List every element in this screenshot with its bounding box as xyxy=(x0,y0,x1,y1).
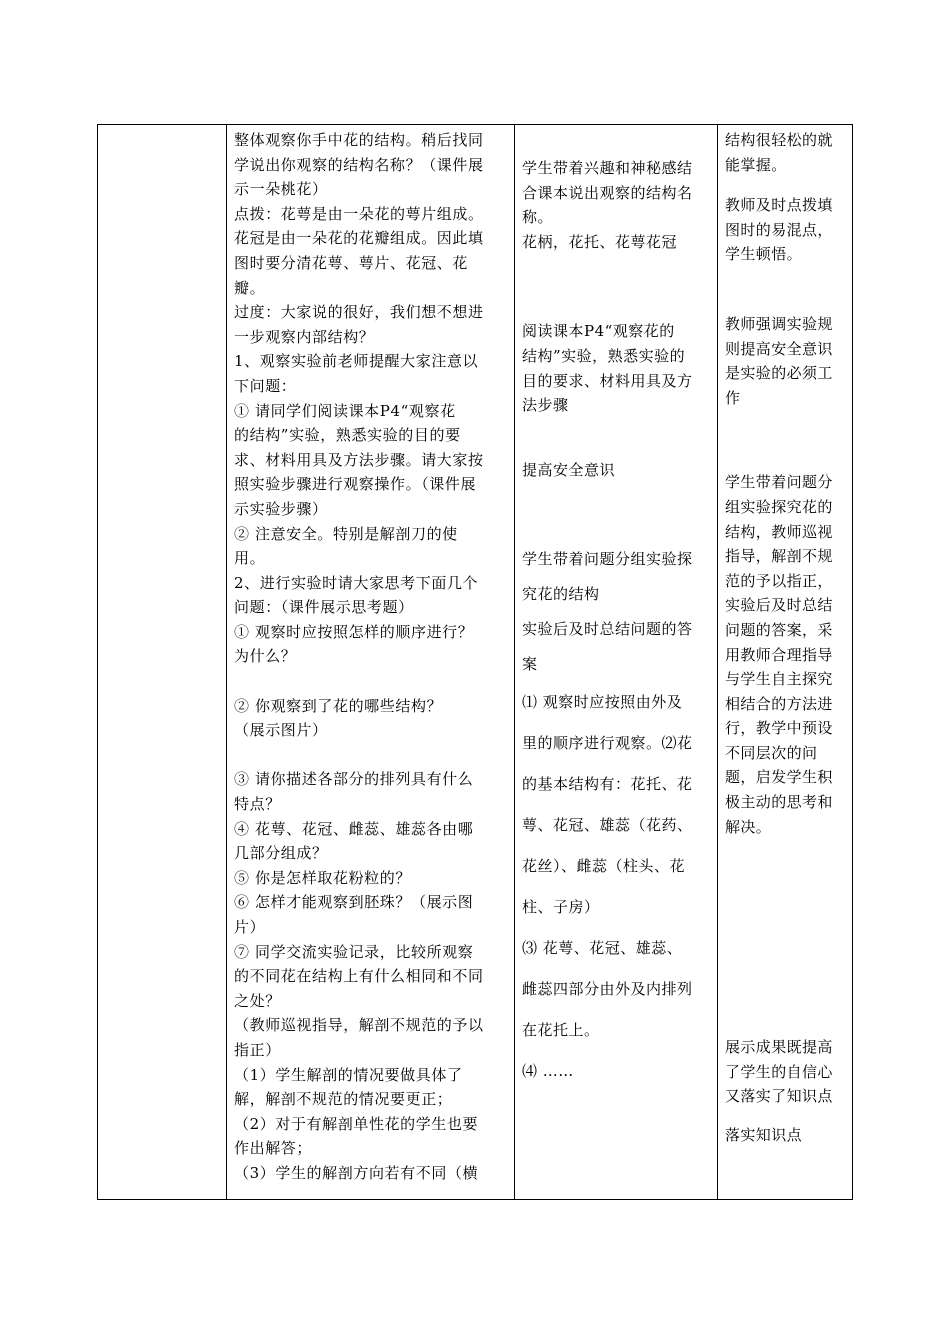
text-line: 落实知识点 xyxy=(725,1126,803,1145)
text-line: 的结构”实验，熟悉实验的目的要 xyxy=(234,426,461,445)
text-line: 示实验步骤） xyxy=(234,499,328,518)
design-intent-block xyxy=(725,1123,849,1148)
text-line: ① 观察时应按照怎样的顺序进行？ xyxy=(234,622,474,641)
text-line: 了学生的自信心 xyxy=(725,1062,833,1081)
text-line: 雌蕊四部分由外及内排列 xyxy=(522,980,693,999)
student-activity-block xyxy=(522,458,712,483)
text-line: 萼、花冠、雄蕊（花药、 xyxy=(522,816,693,835)
answers-block xyxy=(522,682,712,1092)
text-line: ⑤ 你是怎样取花粉粒的？ xyxy=(234,868,411,887)
text-line: 求、材料用具及方法步骤。请大家按 xyxy=(234,450,484,469)
text-line: 解决。 xyxy=(725,817,772,836)
text-line: 是实验的必须工 xyxy=(725,364,833,383)
text-line: 展示成果既提高 xyxy=(725,1038,833,1057)
text-line: 学生带着兴趣和神秘感结 xyxy=(522,159,693,177)
text-line: （教师巡视指导，解剖不规范的予以 xyxy=(234,1016,484,1035)
text-line: （2）对于有解剖单性花的学生也要 xyxy=(234,1114,479,1133)
text-line: 结构，教师巡视 xyxy=(725,522,833,541)
text-line: 实验后及时总结问题的答 xyxy=(522,620,693,639)
text-line: 学生带着问题分组实验探 xyxy=(522,550,693,569)
text-line: 的不同花在结构上有什么相同和不同 xyxy=(234,967,484,986)
design-intent-block xyxy=(725,193,849,267)
text-line: 范的予以指正， xyxy=(725,571,833,590)
student-activity-block xyxy=(522,542,712,682)
text-line: 指正） xyxy=(234,1040,281,1059)
text-line: 提高安全意识 xyxy=(522,460,616,479)
text-line: ④ 花萼、花冠、雌蕊、雄蕊各由哪 xyxy=(234,819,474,838)
design-intent-block xyxy=(725,128,849,177)
text-line: 案 xyxy=(522,655,538,674)
text-line: 特点？ xyxy=(234,795,281,814)
text-line: 结构”实验，熟悉实验的 xyxy=(522,346,686,365)
text-line: 与学生自主探究 xyxy=(725,670,833,689)
text-line: 学生顿悟。 xyxy=(725,245,803,264)
text-line: 阅读课本P4“观察花的 xyxy=(522,322,675,341)
text-line: 1、观察实验前老师提醒大家注意以 xyxy=(234,352,479,371)
text-line: 图时的易混点， xyxy=(725,220,833,239)
text-line: 用教师合理指导 xyxy=(725,645,833,664)
text-line: 示一朵桃花） xyxy=(234,180,328,199)
text-line: 学生带着问题分 xyxy=(725,473,833,492)
text-line: ③ 请你描述各部分的排列具有什么 xyxy=(234,770,474,789)
text-line: 又落实了知识点 xyxy=(725,1087,833,1106)
text-line: 几部分组成？ xyxy=(234,844,328,863)
text-line: 里的顺序进行观察。⑵花 xyxy=(522,734,693,753)
text-line: ⑷ …… xyxy=(522,1062,574,1081)
text-line: 目的要求、材料用具及方 xyxy=(522,371,693,390)
text-line: 组实验探究花的 xyxy=(725,497,833,516)
text-line: 结构很轻松的就 xyxy=(725,131,833,149)
text-line: 为什么？ xyxy=(234,647,297,666)
student-activity-block xyxy=(522,319,712,417)
text-line xyxy=(234,743,514,768)
teacher-activity-column xyxy=(234,125,514,1186)
text-line: 一步观察内部结构？ xyxy=(234,327,375,346)
text-line: 2、进行实验时请大家思考下面几个 xyxy=(234,573,479,592)
text-line: 行，教学中预设 xyxy=(725,719,833,738)
text-line: 作出解答； xyxy=(234,1139,313,1158)
text-line: 下问题： xyxy=(234,376,297,395)
text-line: 相结合的方法进 xyxy=(725,694,833,713)
design-intent-column xyxy=(725,125,849,1148)
text-line: 作 xyxy=(725,388,741,407)
text-line: （3）学生的解剖方向若有不同（横 xyxy=(234,1163,479,1182)
text-line xyxy=(234,669,514,694)
text-line: 花冠是由一朵花的花瓣组成。因此填 xyxy=(234,229,484,248)
text-line: ⑶ 花萼、花冠、雄蕊、 xyxy=(522,939,683,958)
text-line: 解，解剖不规范的情况要更正； xyxy=(234,1090,453,1109)
text-line: 的基本结构有：花托、花 xyxy=(522,775,693,794)
text-line: 则提高安全意识 xyxy=(725,339,833,358)
text-line: 花丝）、雌蕊（柱头、花 xyxy=(522,857,686,876)
text-line: 问题的答案，采 xyxy=(725,620,833,639)
student-activity-column xyxy=(522,125,712,1092)
column-divider xyxy=(717,125,718,1199)
design-intent-block xyxy=(725,470,849,839)
text-line: 照实验步骤进行观察操作。（课件展 xyxy=(234,475,477,494)
text-line: ② 注意安全。特别是解剖刀的使 xyxy=(234,524,458,543)
text-line: ① 请同学们阅读课本P4“观察花 xyxy=(234,401,456,420)
text-line: 教师及时点拨填 xyxy=(725,196,833,215)
text-line: ⑥ 怎样才能观察到胚珠？（展示图 xyxy=(234,893,474,912)
text-line: 之处？ xyxy=(234,991,281,1010)
student-activity-block xyxy=(522,156,712,254)
text-line: 图时要分清花萼、萼片、花冠、花 xyxy=(234,253,469,272)
text-line: 片） xyxy=(234,918,266,936)
text-line: 不同层次的问 xyxy=(725,743,818,762)
text-line: （1）学生解剖的情况要做具体了 xyxy=(234,1065,463,1084)
text-line: 在花托上。 xyxy=(522,1021,600,1040)
column-divider xyxy=(226,125,227,1199)
design-intent-block xyxy=(725,1035,849,1109)
text-line: （展示图片） xyxy=(234,721,328,740)
text-line: 用。 xyxy=(234,549,266,568)
text-line: 题，启发学生积 xyxy=(725,768,833,787)
text-line: 花柄，花托、花萼花冠 xyxy=(522,232,678,251)
column-divider xyxy=(514,125,515,1199)
text-line: 指导，解剖不规 xyxy=(725,547,833,566)
text-line: ② 你观察到了花的哪些结构？ xyxy=(234,696,443,715)
lesson-plan-table xyxy=(97,124,853,1200)
text-line: 瓣。 xyxy=(234,278,266,297)
text-line: 教师强调实验规 xyxy=(725,314,833,333)
text-line: 实验后及时总结 xyxy=(725,596,833,615)
text-line: 过度：大家说的很好，我们想不想进 xyxy=(234,303,484,322)
text-line: 柱、子房） xyxy=(522,898,600,917)
text-line: 法步骤 xyxy=(522,396,569,415)
text-line: ⑦ 同学交流实验记录，比较所观察 xyxy=(234,942,474,961)
text-line: 问题：（课件展示思考题） xyxy=(234,598,414,617)
design-intent-block xyxy=(725,312,849,410)
text-line: 整体观察你手中花的结构。稍后找同 xyxy=(234,131,484,149)
text-line: 称。 xyxy=(522,208,554,227)
text-line: 点拨：花萼是由一朵花的萼片组成。 xyxy=(234,204,484,223)
text-line: 究花的结构 xyxy=(522,585,600,604)
text-line: ⑴ 观察时应按照由外及 xyxy=(522,693,683,712)
text-line: 合课本说出观察的结构名 xyxy=(522,183,693,202)
text-line: 能掌握。 xyxy=(725,155,787,174)
text-line: 极主动的思考和 xyxy=(725,793,833,812)
text-line: 学说出你观察的结构名称？（课件展 xyxy=(234,155,484,174)
